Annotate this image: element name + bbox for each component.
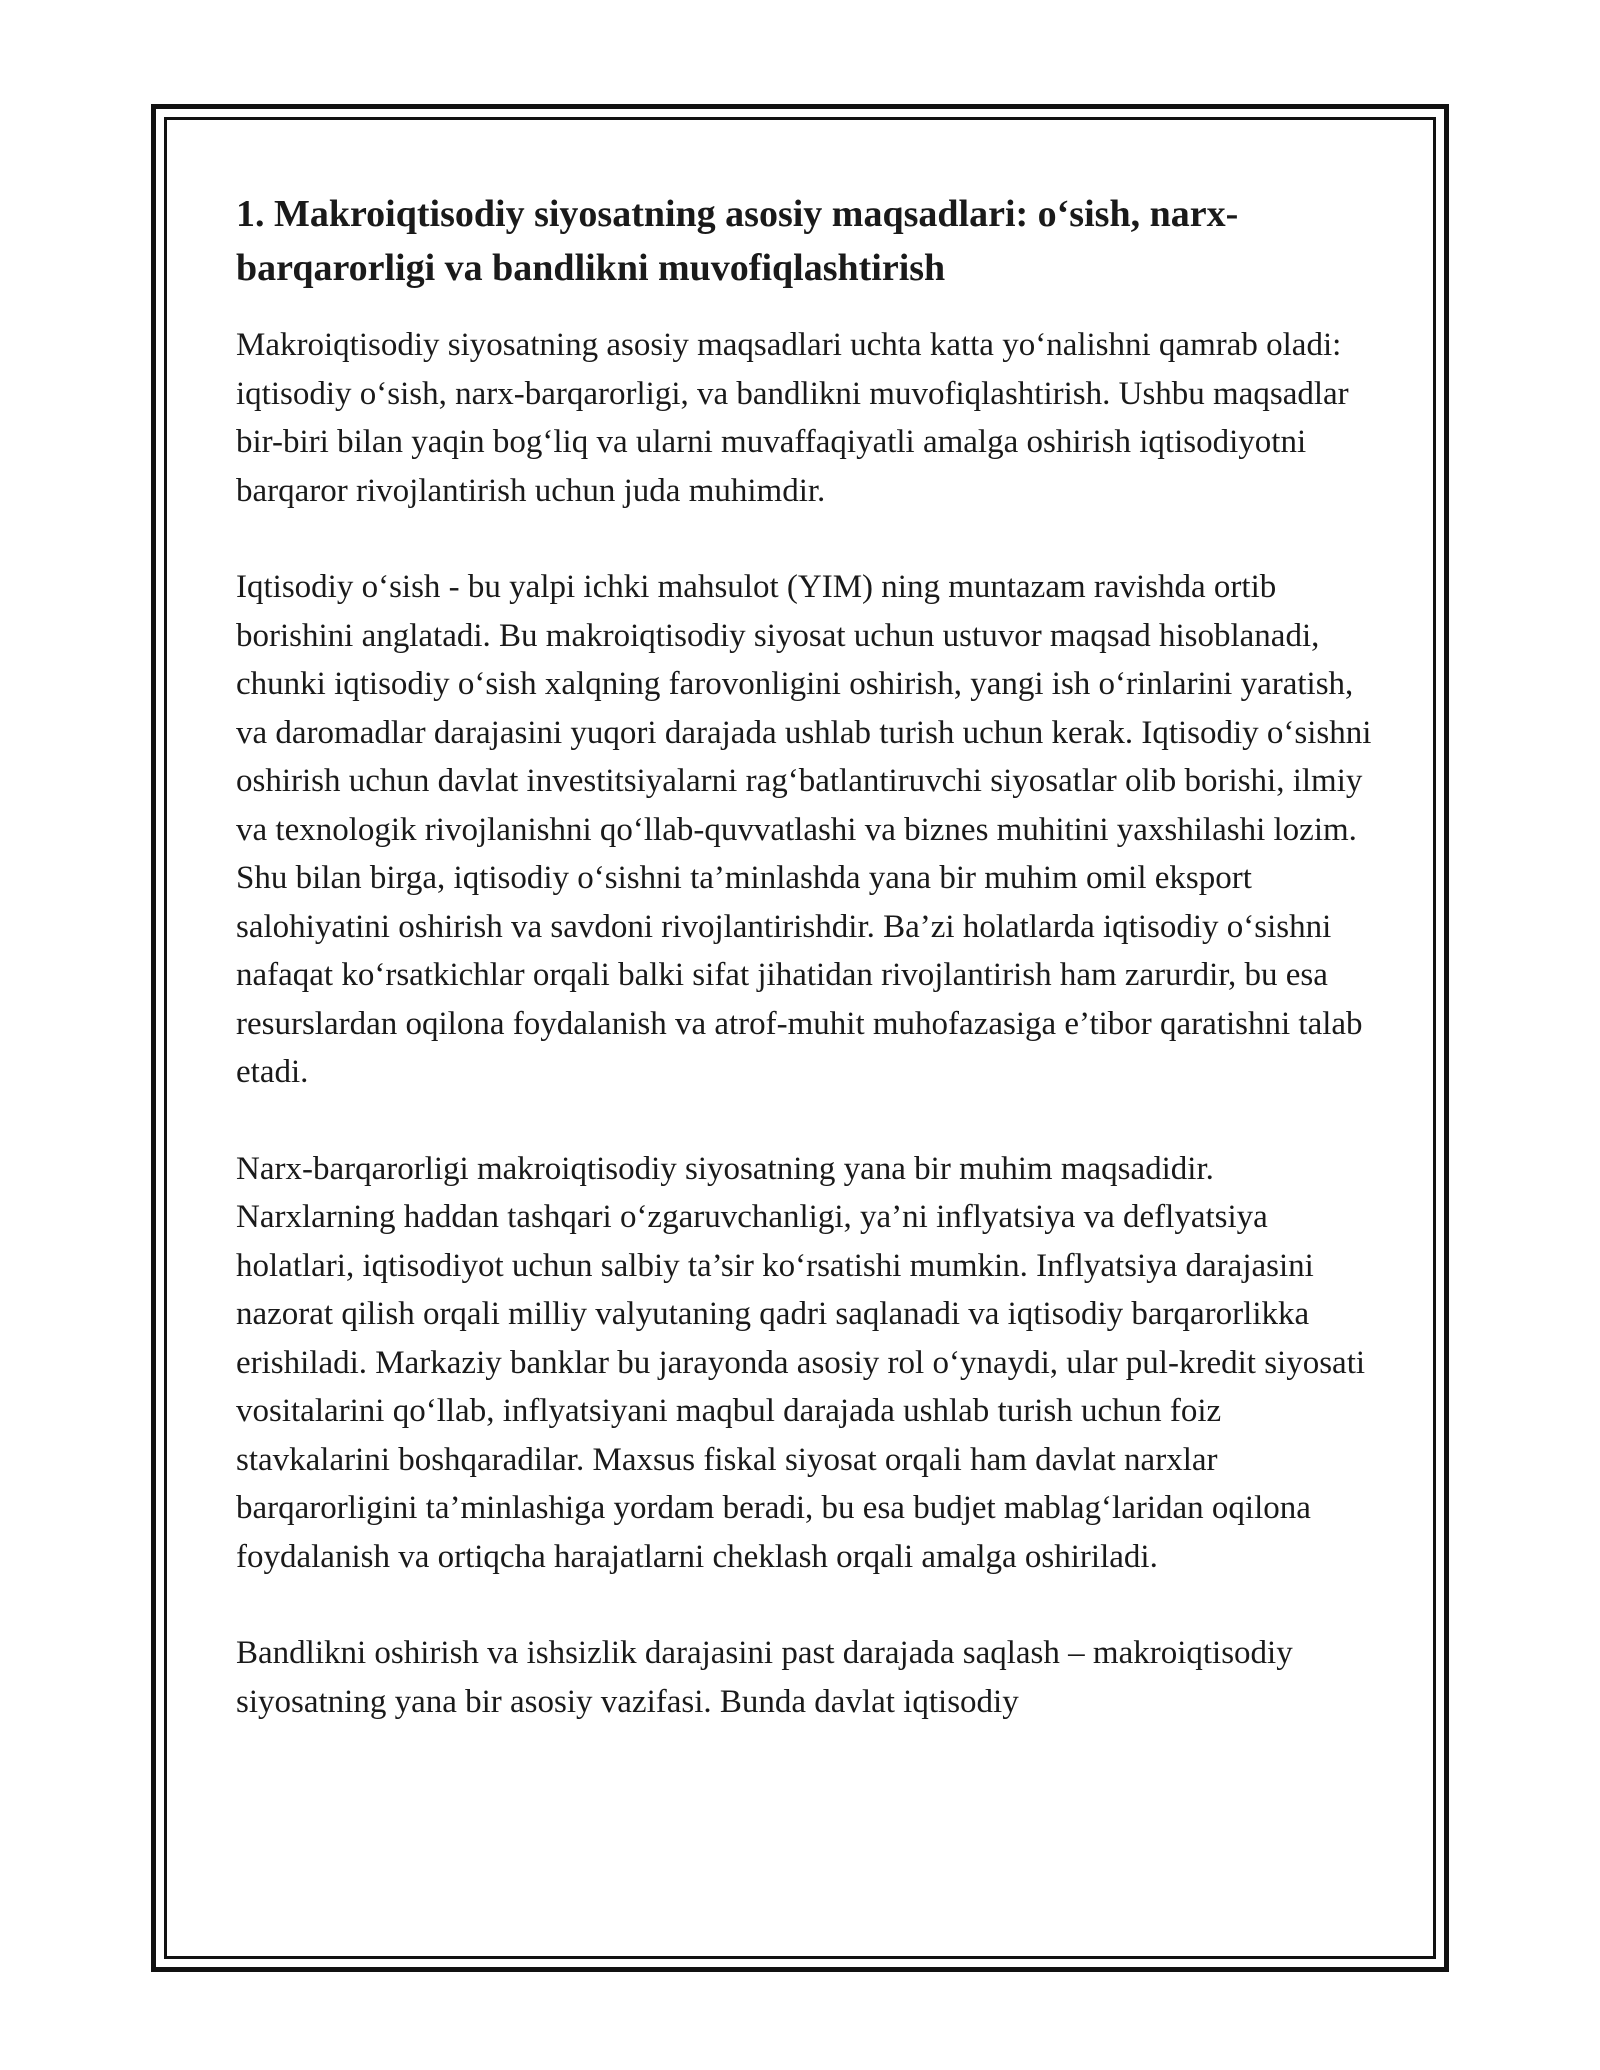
paragraph-economic-growth: Iqtisodiy o‘sish - bu yalpi ichki mahsulot (YIM) ning muntazam ravishda ortib borishini anglatadi. Bu makroiqtisodiy siyosat uchun ustuvor maqsad hisoblanadi, chunki iqtisodiy o‘sish xalqning farovonligini oshirish, yangi ish o‘rinlarini yaratish, va daromadlar darajasini yuqori darajada ushlab turish uchun kerak. Iqtisodiy o‘sishni oshirish uchun davlat investitsiyalarni rag‘batlantiruvchi siyosatlar olib borishi, ilmiy va texnologik rivojlanishni qo‘llab-quvvatlashi va biznes muhitini yaxshilashi lozim. Shu bilan birga, iqtisodiy o‘sishni ta’minlashda yana bir muhim omil eksport salohiyatini oshirish va savdoni rivojlantirishdir. Ba’zi holatlarda iqtisodiy o‘sishni nafaqat ko‘rsatkichlar orqali balki sifat jihatidan rivojlantirish ham zarurdir, bu esa resurslardan oqilona foydalanish va atrof-muhit muhofazasiga e’tibor qaratishni talab etadi. bbox=[236, 569, 1372, 1090]
paragraph-intro: Makroiqtisodiy siyosatning asosiy maqsadlari uchta katta yo‘nalishni qamrab oladi: iqtisodiy o‘sish, narx-barqarorligi, va bandlikni muvofiqlashtirish. Ushbu maqsadlar bir-biri bilan yaqin bog‘liq va ularni muvaffaqiyatli amalga oshirish iqtisodiyotni barqaror rivojlantirish uchun juda muhimdir. bbox=[236, 327, 1349, 509]
section-heading: 1. Makroiqtisodiy siyosatning asosiy maqsadlari: o‘sish, narx-barqarorligi va bandlikni muvofiqlashtirish bbox=[236, 193, 1239, 289]
paragraph-price-stability: Narx-barqarorligi makroiqtisodiy siyosatning yana bir muhim maqsadidir. Narxlarning haddan tashqari o‘zgaruvchanligi, ya’ni inflyatsiya va deflyatsiya holatlari, iqtisodiyot uchun salbiy ta’sir ko‘rsatishi mumkin. Inflyatsiya darajasini nazorat qilish orqali milliy valyutaning qadri saqlanadi va iqtisodiy barqarorlikka erishiladi. Markaziy banklar bu jarayonda asosiy rol o‘ynaydi, ular pul-kredit siyosati vositalarini qo‘llab, inflyatsiyani maqbul darajada ushlab turish uchun foiz stavkalarini boshqaradilar. Maxsus fiskal siyosat orqali ham davlat narxlar barqarorligini ta’minlashiga yordam beradi, bu esa budjet mablag‘laridan oqilona foydalanish va ortiqcha harajatlarni cheklash orqali amalga oshiriladi. bbox=[236, 1150, 1366, 1575]
paragraph-employment: Bandlikni oshirish va ishsizlik darajasini past darajada saqlash – makroiqtisodiy siyosatning yana bir asosiy vazifasi. Bunda davlat iqtisodiy bbox=[236, 1635, 1293, 1720]
document-body bbox=[236, 187, 1376, 1774]
